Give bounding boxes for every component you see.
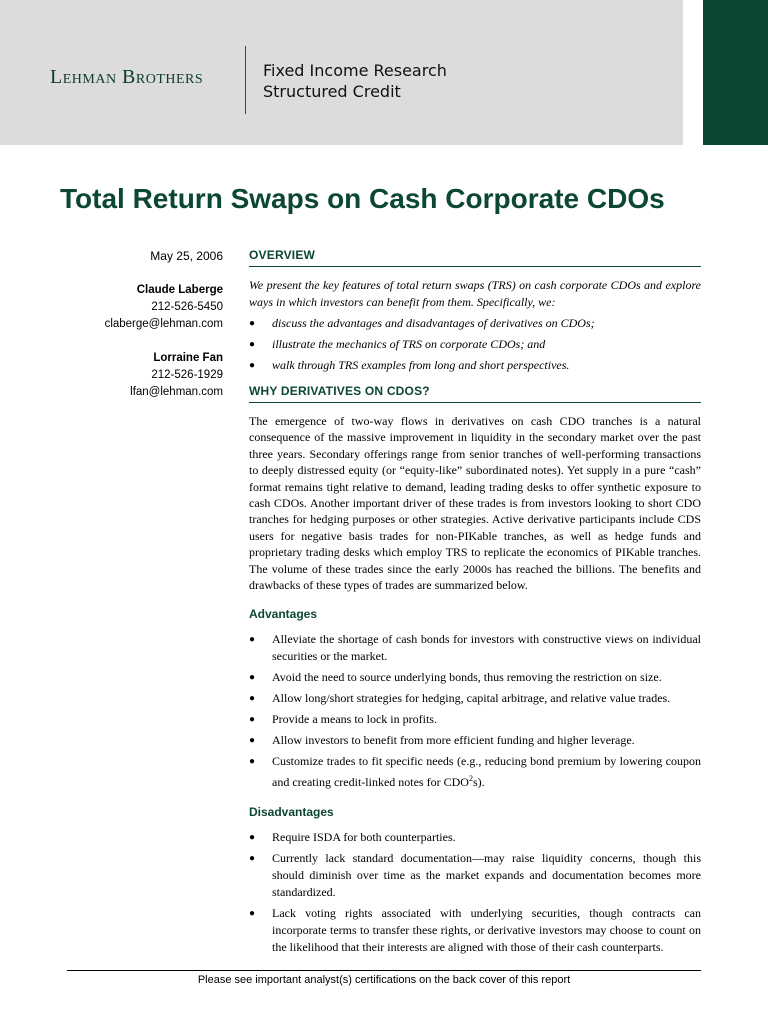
list-item: ● Allow investors to benefit from more efficient funding and higher leverage. [249, 733, 635, 748]
why-body: The emergence of two-way flows in derivatives on cash CDO tranches is a natural consequence of the massive improvement in liquidity in the secondary market over the past three years. Secondary offerings range from senior tranches of well-performing transactions to deeply distressed equity (or “equity-like” subordinated notes). Yet supply in a pure “cash” format remains tight relative to demand, leading trading desks to offer synthetic exposure to cash CDOs. Another important driver of these trades is from investors looking to short CDO tranches for hedging purposes or other strategies. Active derivative participants include CDS users for negative basis trades for non-PIKable tranches, as well as hedge funds and proprietary trading desks which employ TRS to replicate the economics of PIKable tranches. The volume of these trades since the early 2000s has reached the billions. The benefits and drawbacks of these types of trades are summarized below. [249, 414, 701, 593]
list-item: ● Currently lack standard documentation—may raise liquidity concerns, though this should diminish over time as the market expands and documentation becomes more standardized. [249, 851, 701, 900]
list-item: ● Lack voting rights associated with underlying securities, though contracts can incorporate terms to transfer these rights, or derivative investors may choose to count on the likelihood that their interests are aligned with those of their cash counterparts. [249, 906, 701, 955]
list-item: ● Provide a means to lock in profits. [249, 712, 437, 727]
subheading-advantages: Advantages [249, 607, 318, 622]
list-item: ● Avoid the need to source underlying bonds, thus removing the restriction on size. [249, 670, 662, 685]
list-item: ● illustrate the mechanics of TRS on corporate CDOs; and [249, 337, 546, 351]
section-heading-why: WHY DERIVATIVES ON CDOS? [249, 384, 701, 403]
list-item: ● discuss the advantages and disadvantages of derivatives on CDOs; [249, 316, 595, 330]
bullet-icon: ● [249, 832, 256, 844]
author-email[interactable]: lfan@lehman.com [130, 386, 223, 398]
bullet-icon: ● [249, 756, 256, 768]
bullet-icon: ● [249, 908, 256, 920]
dept-line-1: Fixed Income Research [263, 61, 447, 80]
brand-logo: Lehman Brothers [50, 66, 204, 88]
superscript: 2 [468, 774, 473, 784]
bullet-icon: ● [249, 714, 256, 726]
bullet-icon: ● [249, 672, 256, 684]
disadvantages-list [249, 829, 701, 956]
overview-list [249, 315, 701, 374]
author-phone: 212-526-1929 [151, 369, 223, 381]
list-item: ● Alleviate the shortage of cash bonds for investors with constructive views on individual securities or the market. [249, 632, 701, 664]
header-band [0, 0, 683, 145]
main-content [249, 248, 701, 970]
bullet-icon: ● [249, 735, 256, 747]
author-name: Claude Laberge [136, 284, 223, 296]
bullet-icon: ● [249, 693, 256, 705]
author-sidebar [60, 248, 223, 401]
advantages-list [249, 631, 701, 791]
report-date: May 25, 2006 [150, 249, 223, 263]
page-title: Total Return Swaps on Cash Corporate CDOs [60, 183, 665, 214]
section-heading-overview: OVERVIEW [249, 248, 701, 267]
header-accent-block [703, 0, 768, 145]
bullet-icon: ● [249, 634, 256, 646]
overview-intro: We present the key features of total return swaps (TRS) on cash corporate CDOs and explore ways in which investors can benefit from them. Specifically, we: [249, 278, 701, 309]
bullet-icon: ● [249, 853, 256, 865]
bullet-icon: ● [249, 360, 256, 371]
subheading-disadvantages: Disadvantages [249, 805, 334, 820]
footer-note: Please see important analyst(s) certifications on the back cover of this report [197, 974, 571, 986]
list-item: ● Customize trades to fit specific needs (e.g., reducing bond premium by lowering coupon and creating credit-linked notes for CDO$^2$s). [249, 754, 701, 790]
list-item: ● walk through TRS examples from long and short perspectives. [249, 358, 570, 372]
dept-line-2: Structured Credit [263, 82, 401, 101]
list-item: ● Require ISDA for both counterparties. [249, 830, 456, 845]
author-email[interactable]: claberge@lehman.com [104, 318, 223, 330]
list-item: ● Allow long/short strategies for hedging, capital arbitrage, and relative value trades. [249, 691, 671, 706]
author-name: Lorraine Fan [153, 352, 223, 364]
bullet-icon: ● [249, 339, 256, 350]
bullet-icon: ● [249, 318, 256, 329]
footer-divider [67, 970, 701, 971]
author-phone: 212-526-5450 [151, 301, 223, 313]
header-divider [245, 46, 246, 114]
department-label [263, 60, 447, 102]
